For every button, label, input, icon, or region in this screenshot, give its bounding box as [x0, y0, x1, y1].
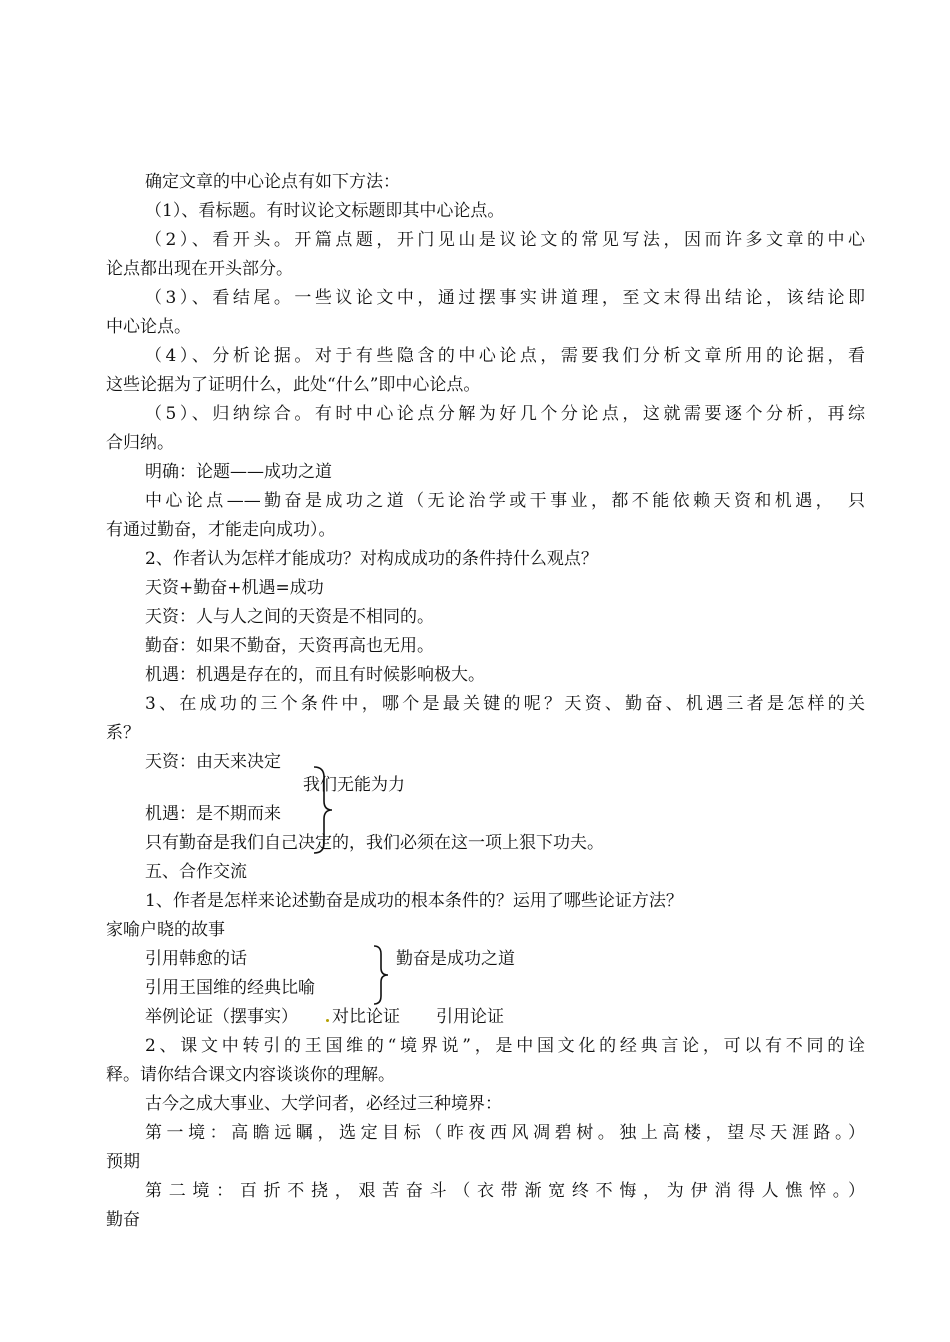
method-3-line1: （3）、看结尾。一些议论文中，通过摆事实讲道理，至文末得出结论，该结论即	[145, 288, 865, 308]
realm-1: 第一境：高瞻远瞩，选定目标（昨夜西风凋碧树。独上高楼，望尽天涯路。）	[145, 1123, 865, 1143]
question-3-line1: 3、在成功的三个条件中，哪个是最关键的呢？天资、勤奋、机遇三者是怎样的关	[145, 694, 865, 714]
question-2: 2、作者认为怎样才能成功？对构成成功的条件持什么观点？	[145, 549, 598, 569]
diligence-self-decided: 只有勤奋是我们自己决定的，我们必须在这一项上狠下功夫。	[145, 833, 604, 853]
stray-mark	[326, 1019, 329, 1022]
intro-heading: 确定文章的中心论点有如下方法：	[145, 172, 400, 192]
method-citation: 引用论证	[436, 1007, 504, 1027]
method-2-line1: （2）、看开头。开篇点题，开门见山是议论文的常见写法，因而许多文章的中心	[145, 230, 865, 250]
method-4-line1: （4）、分析论据。对于有些隐含的中心论点，需要我们分析文章所用的论据，看	[145, 346, 865, 366]
opportunity-unexpected: 机遇：是不期而来	[145, 804, 281, 824]
talent-decided: 天资：由天来决定	[145, 752, 281, 772]
diligence-is-way: 勤奋是成功之道	[396, 949, 515, 969]
method-example: 举例论证（摆事实）	[145, 1007, 298, 1027]
success-formula: 天资+勤奋+机遇=成功	[145, 578, 324, 598]
method-3-line2: 中心论点。	[106, 317, 191, 337]
question-5-2-line1: 2、课文中转引的王国维的“境界说”，是中国文化的经典言论，可以有不同的诠	[145, 1036, 865, 1056]
talent-note: 天资：人与人之间的天资是不相同的。	[145, 607, 434, 627]
question-5-2-line2: 释。请你结合课文内容谈谈你的理解。	[106, 1065, 395, 1085]
question-3-line2: 系？	[106, 723, 140, 743]
topic-statement: 明确：论题——成功之道	[145, 462, 332, 482]
quote-hanyu: 引用韩愈的话	[145, 949, 247, 969]
powerless-note: 我们无能为力	[303, 775, 405, 795]
quote-wangguowei: 引用王国维的经典比喻	[145, 978, 315, 998]
section-5-heading: 五、合作交流	[145, 862, 247, 882]
method-1: （1）、看标题。有时议论文标题即其中心论点。	[145, 201, 505, 221]
method-4-line2: 这些论据为了证明什么，此处“什么”即中心论点。	[106, 375, 481, 395]
realm-2: 第二境：百折不挠，艰苦奋斗（衣带渐宽终不悔，为伊消得人憔悴。）	[145, 1181, 865, 1201]
central-argument-line1: 中心论点——勤奋是成功之道（无论治学或干事业，都不能依赖天资和机遇， 只	[145, 491, 865, 511]
diligence-note: 勤奋：如果不勤奋，天资再高也无用。	[145, 636, 434, 656]
question-5-1: 1、作者是怎样来论述勤奋是成功的根本条件的？运用了哪些论证方法？	[145, 891, 683, 911]
three-realms-intro: 古今之成大事业、大学问者，必经过三种境界：	[145, 1094, 502, 1114]
brace-icon-2	[370, 944, 392, 1006]
central-argument-line2: 有通过勤奋，才能走向成功）。	[106, 520, 336, 540]
realm-2-label: 勤奋	[106, 1210, 140, 1230]
method-5-line1: （5）、归纳综合。有时中心论点分解为好几个分论点，这就需要逐个分析，再综	[145, 404, 865, 424]
method-2-line2: 论点都出现在开头部分。	[106, 259, 293, 279]
realm-1-label: 预期	[106, 1152, 140, 1172]
method-5-line2: 合归纳。	[106, 433, 174, 453]
well-known-story: 家喻户晓的故事	[106, 920, 225, 940]
opportunity-note: 机遇：机遇是存在的，而且有时候影响极大。	[145, 665, 485, 685]
method-contrast: 对比论证	[332, 1007, 400, 1027]
